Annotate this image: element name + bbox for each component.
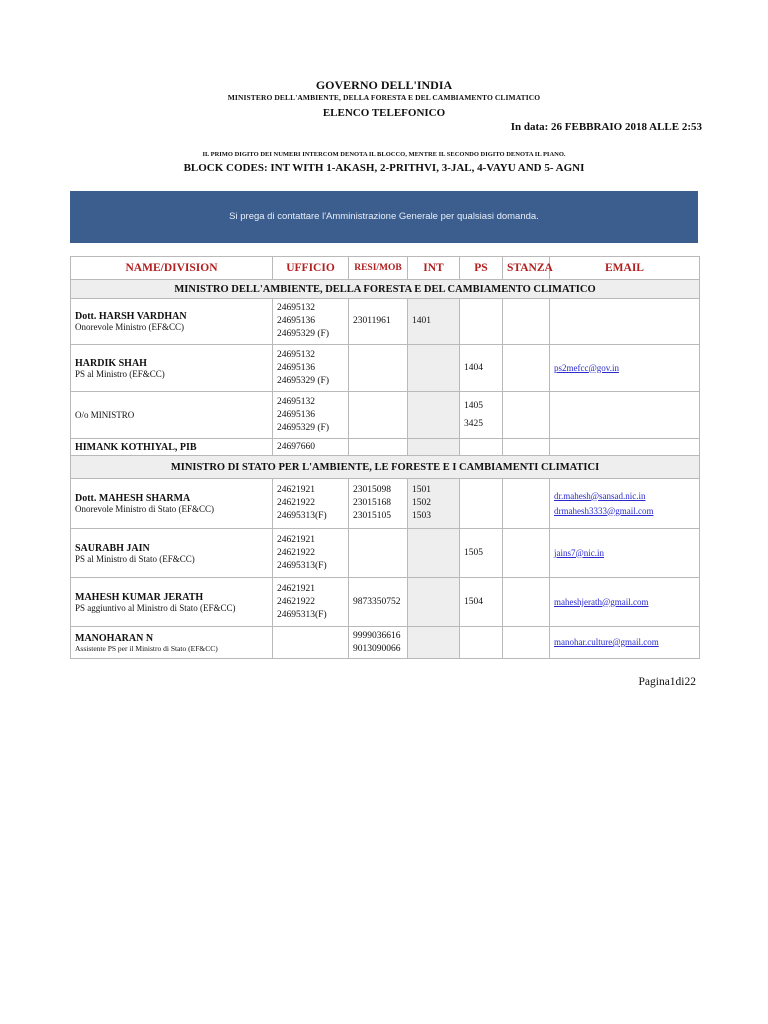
col-int: INT bbox=[408, 257, 460, 280]
resi-cell bbox=[349, 479, 408, 529]
email-cell bbox=[550, 578, 700, 627]
ps-cell bbox=[460, 627, 503, 659]
int-cell bbox=[408, 439, 460, 456]
email-link[interactable]: drmahesh3333@gmail.com bbox=[554, 505, 654, 516]
contact-name: HARDIK SHAH bbox=[75, 357, 147, 369]
office-phone: 24697660 bbox=[277, 441, 315, 452]
resi-cell bbox=[349, 529, 408, 578]
int-cell bbox=[408, 529, 460, 578]
name-cell bbox=[71, 529, 273, 578]
name-cell bbox=[71, 345, 273, 392]
email-link[interactable]: ps2mefcc@gov.in bbox=[554, 362, 619, 373]
table-row bbox=[71, 345, 700, 392]
office-fax: 24695329 (F) bbox=[277, 329, 329, 339]
stanza-cell bbox=[503, 439, 550, 456]
ps-cell bbox=[460, 578, 503, 627]
ufficio-cell bbox=[273, 627, 349, 659]
ps-number: 1504 bbox=[464, 596, 483, 607]
office-phone: 24621921 bbox=[277, 485, 315, 495]
office-phone: 24621921 bbox=[277, 534, 315, 545]
name-cell bbox=[71, 392, 273, 439]
ufficio-cell bbox=[273, 529, 349, 578]
document-title: ELENCO TELEFONICO bbox=[322, 107, 446, 119]
int-cell bbox=[408, 479, 460, 529]
col-stanza: STANZA bbox=[503, 257, 550, 280]
resi-phone: 23015098 bbox=[353, 485, 391, 495]
int-cell bbox=[408, 299, 460, 345]
office-phone: 24621922 bbox=[277, 498, 315, 508]
stanza-cell bbox=[503, 479, 550, 529]
ufficio-cell bbox=[273, 345, 349, 392]
ps-number: 3425 bbox=[464, 419, 483, 429]
office-phone: 24695136 bbox=[277, 362, 315, 373]
resi-phone: 23011961 bbox=[353, 316, 391, 326]
col-name: NAME/DIVISION bbox=[71, 257, 273, 280]
email-cell bbox=[550, 529, 700, 578]
name-cell bbox=[71, 439, 273, 456]
email-cell bbox=[550, 345, 700, 392]
ps-cell bbox=[460, 299, 503, 345]
contact-name: MAHESH KUMAR JERATH bbox=[75, 591, 204, 603]
contact-role: O/o MINISTRO bbox=[75, 410, 135, 420]
ufficio-cell bbox=[273, 392, 349, 439]
contact-name: MANOHARAN N bbox=[75, 632, 154, 644]
contact-role: Onorevole Ministro (EF&CC) bbox=[75, 322, 184, 332]
office-fax: 24695329 (F) bbox=[277, 422, 329, 433]
section-row bbox=[71, 280, 700, 299]
resi-cell bbox=[349, 578, 408, 627]
stanza-cell bbox=[503, 345, 550, 392]
stanza-cell bbox=[503, 578, 550, 627]
stanza-cell bbox=[503, 392, 550, 439]
resi-cell bbox=[349, 392, 408, 439]
name-cell bbox=[71, 578, 273, 627]
resi-phone: 9873350752 bbox=[353, 596, 401, 607]
ps-cell bbox=[460, 392, 503, 439]
document-date: In data: 26 FEBBRAIO 2018 ALLE 2:53 bbox=[510, 121, 702, 133]
int-cell bbox=[408, 392, 460, 439]
ps-cell bbox=[460, 439, 503, 456]
block-codes: BLOCK CODES: INT WITH 1-AKASH, 2-PRITHVI, 3-JAL, 4-VAYU AND 5- AGNI bbox=[183, 162, 585, 174]
phone-directory-table bbox=[70, 256, 700, 659]
intercom-number: 1503 bbox=[412, 511, 431, 521]
stanza-cell bbox=[503, 299, 550, 345]
email-link[interactable]: jains7@nic.in bbox=[554, 547, 605, 558]
col-email: EMAIL bbox=[550, 257, 700, 280]
contact-name: SAURABH JAIN bbox=[75, 542, 150, 554]
intercom-note: IL PRIMO DIGITO DEI NUMERI INTERCOM DENOTA IL BLOCCO, MENTRE IL SECONDO DIGITO DENOTA IL PIANO. bbox=[202, 151, 566, 158]
ps-cell bbox=[460, 345, 503, 392]
contact-role: PS aggiuntivo al Ministro di Stato (EF&CC) bbox=[75, 602, 236, 613]
table-row bbox=[71, 627, 700, 659]
office-phone: 24695132 bbox=[277, 349, 315, 360]
resi-phone: 9999036616 bbox=[353, 630, 401, 641]
office-phone: 24621922 bbox=[277, 596, 315, 607]
resi-cell bbox=[349, 627, 408, 659]
email-cell bbox=[550, 299, 700, 345]
intercom-number: 1401 bbox=[412, 316, 431, 326]
office-phone: 24695132 bbox=[277, 303, 315, 313]
page-indicator: Pagina1di22 bbox=[638, 676, 696, 688]
contact-role: Assistente PS per il Ministro di Stato (EF&CC) bbox=[75, 643, 218, 653]
contact-role: PS al Ministro (EF&CC) bbox=[75, 368, 165, 379]
office-phone: 24621922 bbox=[277, 547, 315, 558]
contact-name: HIMANK KOTHIYAL, PIB bbox=[75, 441, 197, 453]
table-row bbox=[71, 439, 700, 456]
email-link[interactable]: dr.mahesh@sansad.nic.in bbox=[554, 490, 646, 501]
stanza-cell bbox=[503, 627, 550, 659]
email-cell bbox=[550, 439, 700, 456]
ps-number: 1505 bbox=[464, 547, 483, 558]
header-row bbox=[71, 257, 700, 280]
office-fax: 24695329 (F) bbox=[277, 375, 329, 386]
table-row bbox=[71, 392, 700, 439]
government-title: GOVERNO DELL'INDIA bbox=[315, 78, 453, 92]
resi-cell bbox=[349, 439, 408, 456]
email-cell bbox=[550, 627, 700, 659]
table-row bbox=[71, 299, 700, 345]
ufficio-cell bbox=[273, 299, 349, 345]
ps-cell bbox=[460, 479, 503, 529]
office-fax: 24695313(F) bbox=[277, 511, 327, 521]
stanza-cell bbox=[503, 529, 550, 578]
intercom-number: 1502 bbox=[412, 498, 431, 508]
office-fax: 24695313(F) bbox=[277, 560, 327, 571]
email-link[interactable]: maheshjerath@gmail.com bbox=[554, 596, 649, 607]
office-phone: 24695136 bbox=[277, 316, 315, 326]
resi-phone: 23015168 bbox=[353, 498, 391, 508]
col-ufficio: UFFICIO bbox=[273, 257, 349, 280]
contact-role: Onorevole Ministro di Stato (EF&CC) bbox=[75, 504, 214, 514]
contact-banner: Si prega di contattare l'Amministrazione Generale per qualsiasi domanda. bbox=[70, 191, 698, 243]
ps-number: 1404 bbox=[464, 362, 483, 373]
table-row bbox=[71, 479, 700, 529]
resi-cell bbox=[349, 299, 408, 345]
ps-number: 1405 bbox=[464, 401, 483, 411]
int-cell bbox=[408, 578, 460, 627]
ministry-title: MINISTERO DELL'AMBIENTE, DELLA FORESTA E DEL CAMBIAMENTO CLIMATICO bbox=[227, 93, 541, 102]
int-cell bbox=[408, 345, 460, 392]
email-link[interactable]: manohar.culture@gmail.com bbox=[554, 637, 659, 647]
table-row bbox=[71, 529, 700, 578]
section-title: MINISTRO DI STATO PER L'AMBIENTE, LE FORESTE E I CAMBIAMENTI CLIMATICI bbox=[71, 456, 700, 479]
name-cell bbox=[71, 479, 273, 529]
ps-cell bbox=[460, 529, 503, 578]
int-cell bbox=[408, 627, 460, 659]
section-row bbox=[71, 456, 700, 479]
office-phone: 24621921 bbox=[277, 583, 315, 594]
table-row bbox=[71, 578, 700, 627]
office-fax: 24695313(F) bbox=[277, 609, 327, 620]
name-cell bbox=[71, 299, 273, 345]
col-resi: RESI/MOB bbox=[349, 257, 408, 280]
ufficio-cell bbox=[273, 578, 349, 627]
section-title: MINISTRO DELL'AMBIENTE, DELLA FORESTA E DEL CAMBIAMENTO CLIMATICO bbox=[71, 280, 700, 299]
contact-name: Dott. MAHESH SHARMA bbox=[75, 493, 191, 504]
email-cell bbox=[550, 392, 700, 439]
resi-phone: 9013090066 bbox=[353, 643, 401, 654]
email-cell bbox=[550, 479, 700, 529]
ufficio-cell bbox=[273, 439, 349, 456]
name-cell bbox=[71, 627, 273, 659]
col-ps: PS bbox=[460, 257, 503, 280]
ufficio-cell bbox=[273, 479, 349, 529]
resi-cell bbox=[349, 345, 408, 392]
office-phone: 24695132 bbox=[277, 396, 315, 407]
contact-role: PS al Ministro di Stato (EF&CC) bbox=[75, 553, 195, 564]
resi-phone: 23015105 bbox=[353, 511, 391, 521]
contact-name: Dott. HARSH VARDHAN bbox=[75, 311, 187, 322]
intercom-number: 1501 bbox=[412, 485, 431, 495]
office-phone: 24695136 bbox=[277, 409, 315, 420]
